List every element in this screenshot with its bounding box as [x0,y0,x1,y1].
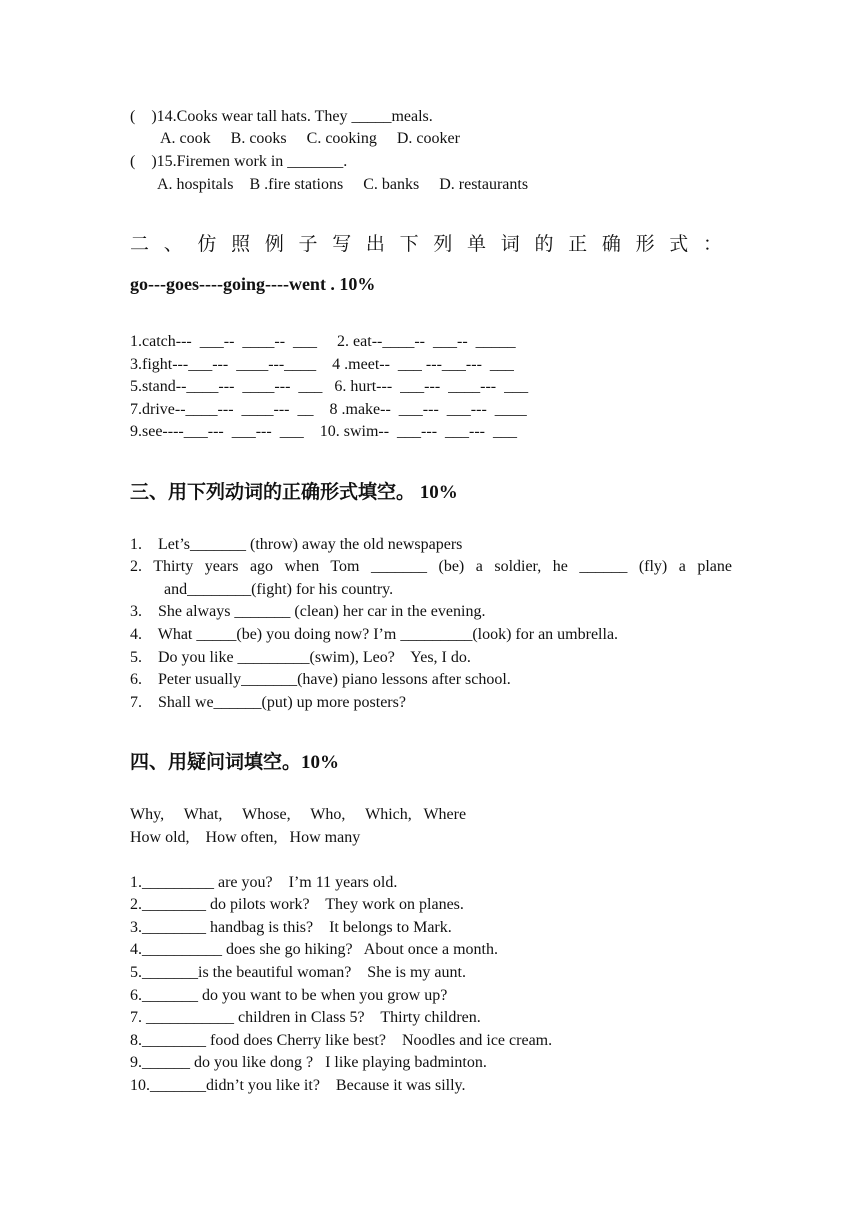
question-words-line-2: How old, How often, How many [130,829,361,846]
wh-question-9: 9.______ do you like dong ? I like playing badminton. [130,1054,487,1071]
verb-question-2: 2. Thirty years ago when Tom _______ (be) a soldier, he ______ (fly) a plane [130,558,732,575]
verb-question-2-cont: and________(fight) for his country. [164,581,394,598]
wh-question-7: 7. ___________ children in Class 5? Thirty children. [130,1009,481,1026]
word-form-row-4: 7.drive--____--- ____--- __ 8 .make-- ___--- ___--- ____ [130,401,527,418]
section-2-example: go---goes----going----went . 10% [130,274,376,294]
section-4-heading: 四、用疑问词填空。10% [130,752,340,773]
question-14: ( )14.Cooks wear tall hats. They _____meals. [130,108,433,125]
wh-question-2: 2.________ do pilots work? They work on planes. [130,896,464,913]
word-form-row-1: 1.catch--- ___-- ____-- ___ 2. eat--____-- ___-- _____ [130,333,516,350]
verb-question-5: 5. Do you like _________(swim), Leo? Yes, I do. [130,649,471,666]
wh-question-5: 5._______is the beautiful woman? She is my aunt. [130,964,466,981]
question-15: ( )15.Firemen work in _______. [130,153,348,170]
section-2-heading: 二、仿照例子写出下列单词的正确形式： [130,234,722,255]
word-form-row-3: 5.stand--____--- ____--- ___ 6. hurt--- ___--- ____--- ___ [130,378,529,395]
question-15-options: A. hospitals B .fire stations C. banks D. restaurants [157,176,529,193]
wh-question-6: 6._______ do you want to be when you grow up? [130,987,448,1004]
wh-question-8: 8.________ food does Cherry like best? Noodles and ice cream. [130,1032,553,1049]
question-words-line-1: Why, What, Whose, Who, Which, Where [130,806,467,823]
verb-question-4: 4. What _____(be) you doing now? I’m _________(look) for an umbrella. [130,626,619,643]
wh-question-10: 10._______didn’t you like it? Because it was silly. [130,1077,466,1094]
question-14-options: A. cook B. cooks C. cooking D. cooker [160,130,460,147]
verb-question-6: 6. Peter usually_______(have) piano lessons after school. [130,671,511,688]
verb-question-1: 1. Let’s_______ (throw) away the old newspapers [130,536,463,553]
verb-question-7: 7. Shall we______(put) up more posters? [130,694,406,711]
wh-question-3: 3.________ handbag is this? It belongs to Mark. [130,919,452,936]
word-form-row-2: 3.fight---___--- ____---____ 4 .meet-- ___ ---___--- ___ [130,356,514,373]
wh-question-1: 1._________ are you? I’m 11 years old. [130,874,398,891]
word-form-row-5: 9.see----___--- ___--- ___ 10. swim-- ___--- ___--- ___ [130,423,518,440]
section-3-heading: 三、用下列动词的正确形式填空。 10% [130,482,458,503]
wh-question-4: 4.__________ does she go hiking? About once a month. [130,941,498,958]
verb-question-3: 3. She always _______ (clean) her car in the evening. [130,603,486,620]
